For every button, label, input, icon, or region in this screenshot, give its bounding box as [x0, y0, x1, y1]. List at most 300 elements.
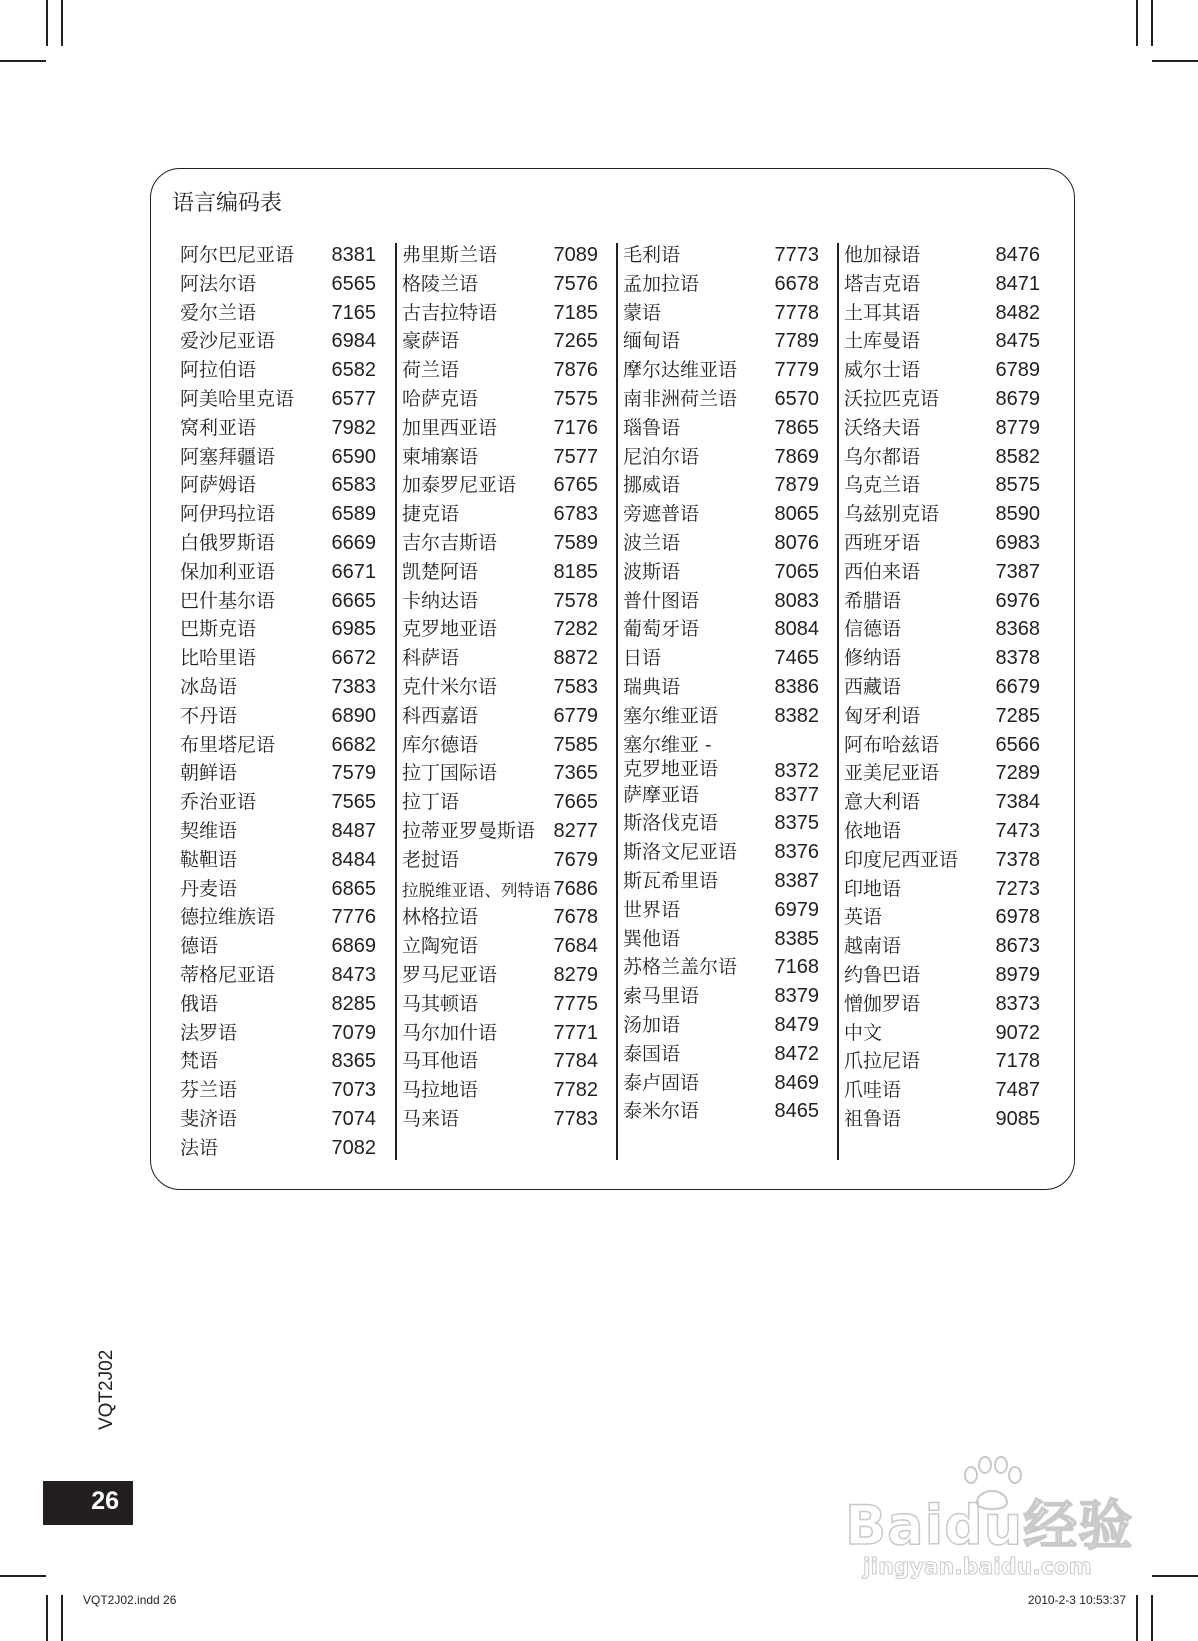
language-code: 7074 — [331, 1107, 376, 1130]
language-name: 白俄罗斯语 — [180, 531, 276, 554]
crop-mark — [46, 0, 48, 46]
language-name: 芬兰语 — [180, 1079, 238, 1102]
language-column-4 — [844, 243, 1040, 1136]
language-code: 9085 — [995, 1107, 1040, 1130]
language-row — [844, 877, 1040, 906]
language-row — [402, 272, 598, 301]
language-row — [623, 898, 819, 927]
language-row — [844, 934, 1040, 963]
language-name: 乌兹别克语 — [844, 503, 940, 526]
language-code: 8382 — [774, 704, 819, 727]
column-divider — [837, 243, 839, 1160]
language-row — [844, 445, 1040, 474]
language-row — [180, 416, 376, 445]
language-name: 乌克兰语 — [844, 474, 921, 497]
language-row — [844, 416, 1040, 445]
language-code: 8779 — [995, 416, 1040, 439]
crop-mark — [1151, 0, 1153, 46]
language-row — [623, 358, 819, 387]
language-name: 弗里斯兰语 — [402, 244, 498, 266]
language-row — [623, 675, 819, 704]
language-code: 8373 — [995, 992, 1040, 1015]
language-row — [623, 329, 819, 358]
language-code: 7273 — [995, 877, 1040, 900]
language-row — [402, 387, 598, 416]
language-code: 8472 — [774, 1042, 819, 1065]
language-row — [623, 387, 819, 416]
language-name: 马其顿语 — [402, 992, 479, 1015]
language-name: 罗马尼亚语 — [402, 963, 498, 986]
language-row — [844, 733, 1040, 762]
language-name: 索马里语 — [623, 985, 700, 1008]
language-name: 亚美尼亚语 — [844, 762, 940, 785]
language-name: 阿伊玛拉语 — [180, 503, 276, 526]
language-row — [623, 869, 819, 898]
language-code: 8378 — [995, 647, 1040, 670]
language-name: 德语 — [180, 935, 219, 958]
language-code: 8469 — [774, 1071, 819, 1094]
language-code: 7773 — [774, 244, 819, 266]
language-name: 土耳其语 — [844, 301, 921, 324]
language-code: 7365 — [553, 762, 598, 785]
language-name: 豪萨语 — [402, 330, 460, 353]
language-code: 8582 — [995, 445, 1040, 468]
language-name: 爱尔兰语 — [180, 301, 257, 324]
language-name: 越南语 — [844, 935, 902, 958]
language-code: 8372 — [774, 759, 819, 782]
language-name: 拉脱维亚语、列特语 — [402, 880, 551, 900]
language-code: 7583 — [553, 675, 598, 698]
language-code: 8465 — [774, 1100, 819, 1123]
language-row — [180, 790, 376, 819]
language-code: 8872 — [553, 647, 598, 670]
language-row — [844, 301, 1040, 330]
language-row — [180, 445, 376, 474]
language-row — [180, 761, 376, 790]
language-name: 普什图语 — [623, 589, 700, 612]
crop-mark — [1152, 60, 1198, 62]
language-name: 阿法尔语 — [180, 272, 257, 295]
language-row — [844, 560, 1040, 589]
language-row — [844, 272, 1040, 301]
language-row — [623, 840, 819, 869]
language-name: 梵语 — [180, 1050, 219, 1073]
language-code: 7789 — [774, 330, 819, 353]
language-row — [623, 531, 819, 560]
language-code: 8471 — [995, 272, 1040, 295]
language-row — [623, 560, 819, 589]
language-row — [402, 761, 598, 790]
crop-mark — [1136, 0, 1138, 46]
language-name: 约鲁巴语 — [844, 963, 921, 986]
language-name: 泰卢固语 — [623, 1071, 700, 1094]
crop-mark — [1136, 1595, 1138, 1641]
language-code: 7678 — [553, 906, 598, 929]
language-row — [623, 1071, 819, 1100]
language-name: 塞尔维亚语 — [623, 704, 719, 727]
language-row — [402, 358, 598, 387]
language-name: 斯洛文尼亚语 — [623, 841, 738, 864]
language-row — [402, 934, 598, 963]
language-code: 7575 — [553, 387, 598, 410]
language-row — [623, 811, 819, 840]
language-code: 7383 — [331, 675, 376, 698]
language-name: 巴什基尔语 — [180, 589, 276, 612]
language-name: 爱沙尼亚语 — [180, 330, 276, 353]
language-code: 6590 — [331, 445, 376, 468]
language-code: 7576 — [553, 272, 598, 295]
footer-file-info: VQT2J02.indd 26 — [83, 1593, 177, 1607]
language-name-line1: 塞尔维亚 - — [623, 733, 712, 756]
language-row — [180, 1021, 376, 1050]
language-row — [844, 531, 1040, 560]
language-code: 6783 — [553, 503, 598, 526]
language-row — [623, 984, 819, 1013]
language-row — [844, 848, 1040, 877]
language-row — [402, 416, 598, 445]
language-code: 6979 — [774, 898, 819, 921]
language-name: 拉丁语 — [402, 791, 460, 814]
language-code: 6779 — [553, 704, 598, 727]
language-code: 7577 — [553, 445, 598, 468]
language-code: 8076 — [774, 531, 819, 554]
language-name: 立陶宛语 — [402, 935, 479, 958]
language-name: 不丹语 — [180, 704, 238, 727]
language-code: 6865 — [331, 877, 376, 900]
language-code: 7782 — [553, 1079, 598, 1102]
language-name: 蒂格尼亚语 — [180, 963, 276, 986]
language-row — [844, 1021, 1040, 1050]
language-name: 法语 — [180, 1136, 219, 1159]
language-code: 8476 — [995, 244, 1040, 266]
language-code: 7679 — [553, 848, 598, 871]
language-name: 斐济语 — [180, 1107, 238, 1130]
language-name: 格陵兰语 — [402, 272, 479, 295]
language-name: 他加禄语 — [844, 244, 921, 266]
language-code: 7779 — [774, 359, 819, 382]
language-code: 6976 — [995, 589, 1040, 612]
language-row — [402, 905, 598, 934]
language-code: 8381 — [331, 244, 376, 266]
crop-mark — [46, 1595, 48, 1641]
language-row — [402, 243, 598, 272]
language-name: 哈萨克语 — [402, 387, 479, 410]
language-code: 7684 — [553, 935, 598, 958]
language-code: 8279 — [553, 963, 598, 986]
language-code: 8484 — [331, 848, 376, 871]
language-row — [180, 473, 376, 502]
language-row — [180, 531, 376, 560]
language-code: 7784 — [553, 1050, 598, 1073]
language-row — [402, 963, 598, 992]
language-column-1 — [180, 243, 376, 1165]
language-row — [844, 992, 1040, 1021]
crop-mark — [61, 1595, 63, 1641]
watermark-url: jingyan.baidu.com — [863, 1555, 1092, 1580]
language-row — [844, 963, 1040, 992]
language-code: 8475 — [995, 330, 1040, 353]
language-name: 摩尔达维亚语 — [623, 359, 738, 382]
language-row — [180, 329, 376, 358]
language-name: 马来语 — [402, 1107, 460, 1130]
language-code: 8377 — [774, 783, 819, 806]
language-code: 8368 — [995, 618, 1040, 641]
language-row — [402, 445, 598, 474]
language-row — [623, 416, 819, 445]
language-code: 7285 — [995, 704, 1040, 727]
language-row — [844, 761, 1040, 790]
language-name: 威尔士语 — [844, 359, 921, 382]
language-name: 阿萨姆语 — [180, 474, 257, 497]
language-name: 尼泊尔语 — [623, 445, 700, 468]
language-row — [844, 905, 1040, 934]
crop-mark — [0, 60, 46, 62]
language-row — [623, 1013, 819, 1042]
language-code: 7665 — [553, 791, 598, 814]
language-name: 意大利语 — [844, 791, 921, 814]
language-name: 蒙语 — [623, 301, 662, 324]
language-name: 孟加拉语 — [623, 272, 700, 295]
language-name: 丹麦语 — [180, 877, 238, 900]
language-row — [402, 473, 598, 502]
language-code: 7089 — [553, 244, 598, 266]
language-code: 7775 — [553, 992, 598, 1015]
language-row — [180, 877, 376, 906]
language-row — [623, 589, 819, 618]
page-title: 语言编码表 — [172, 191, 283, 216]
language-name: 中文 — [844, 1021, 883, 1044]
language-name: 科萨语 — [402, 647, 460, 670]
language-row — [402, 877, 598, 906]
language-code: 8379 — [774, 985, 819, 1008]
language-name: 阿拉伯语 — [180, 359, 257, 382]
language-name: 乌尔都语 — [844, 445, 921, 468]
language-name: 西班牙语 — [844, 531, 921, 554]
language-row — [402, 589, 598, 618]
language-row — [180, 1049, 376, 1078]
language-name: 吉尔吉斯语 — [402, 531, 498, 554]
language-code: 8387 — [774, 869, 819, 892]
language-code: 8473 — [331, 963, 376, 986]
language-code: 7771 — [553, 1021, 598, 1044]
language-row — [844, 790, 1040, 819]
language-name: 波兰语 — [623, 531, 681, 554]
language-row — [180, 905, 376, 934]
language-column-3 — [623, 243, 819, 1128]
language-code: 6582 — [331, 359, 376, 382]
language-code: 6765 — [553, 474, 598, 497]
crop-mark — [0, 1575, 46, 1577]
language-code: 7473 — [995, 819, 1040, 842]
language-row — [180, 992, 376, 1021]
language-name: 阿布哈兹语 — [844, 733, 940, 756]
language-row — [844, 473, 1040, 502]
language-row — [402, 733, 598, 762]
language-code: 8083 — [774, 589, 819, 612]
language-code: 8482 — [995, 301, 1040, 324]
language-row — [623, 243, 819, 272]
language-row — [623, 646, 819, 675]
language-name: 瑙鲁语 — [623, 416, 681, 439]
language-row — [402, 301, 598, 330]
language-row — [844, 1107, 1040, 1136]
language-code: 6984 — [331, 330, 376, 353]
language-name: 旁遮普语 — [623, 503, 700, 526]
language-name: 波斯语 — [623, 560, 681, 583]
language-name: 泰米尔语 — [623, 1100, 700, 1123]
language-name: 冰岛语 — [180, 675, 238, 698]
language-code: 7384 — [995, 791, 1040, 814]
language-code: 7982 — [331, 416, 376, 439]
language-name: 毛利语 — [623, 244, 681, 266]
language-name: 克什米尔语 — [402, 675, 498, 698]
language-name: 依地语 — [844, 819, 902, 842]
language-row — [402, 790, 598, 819]
language-code: 7465 — [774, 647, 819, 670]
language-row — [844, 617, 1040, 646]
language-code: 6671 — [331, 560, 376, 583]
column-divider — [395, 243, 397, 1160]
language-row — [623, 301, 819, 330]
language-name: 拉蒂亚罗曼斯语 — [402, 819, 536, 842]
language-code: 6570 — [774, 387, 819, 410]
language-name: 库尔德语 — [402, 733, 479, 756]
language-row — [402, 1107, 598, 1136]
language-code: 7073 — [331, 1079, 376, 1102]
language-name: 世界语 — [623, 898, 681, 921]
language-name: 塔吉克语 — [844, 272, 921, 295]
language-code: 7178 — [995, 1050, 1040, 1073]
language-row — [844, 675, 1040, 704]
language-name: 布里塔尼语 — [180, 733, 276, 756]
language-row — [180, 733, 376, 762]
language-code: 8065 — [774, 503, 819, 526]
language-name: 修纳语 — [844, 647, 902, 670]
language-row — [623, 502, 819, 531]
language-code: 6869 — [331, 935, 376, 958]
language-row — [402, 992, 598, 1021]
language-code: 8285 — [331, 992, 376, 1015]
language-code: 8277 — [553, 819, 598, 842]
language-row — [180, 1136, 376, 1165]
language-name: 科西嘉语 — [402, 704, 479, 727]
language-row — [844, 329, 1040, 358]
language-row — [402, 531, 598, 560]
language-name: 克罗地亚语 — [402, 618, 498, 641]
language-row — [623, 733, 819, 783]
language-code: 7778 — [774, 301, 819, 324]
language-name: 卡纳达语 — [402, 589, 479, 612]
language-name: 苏格兰盖尔语 — [623, 956, 738, 979]
language-code: 6789 — [995, 359, 1040, 382]
language-name: 憎伽罗语 — [844, 992, 921, 1015]
language-code: 7168 — [774, 956, 819, 979]
language-code: 7579 — [331, 762, 376, 785]
language-name-line2: 克罗地亚语 — [623, 757, 719, 780]
language-row — [180, 704, 376, 733]
language-row — [844, 704, 1040, 733]
language-row — [180, 502, 376, 531]
language-name: 爪拉尼语 — [844, 1050, 921, 1073]
language-code: 8590 — [995, 503, 1040, 526]
language-row — [623, 783, 819, 812]
language-row — [180, 589, 376, 618]
language-name: 拉丁国际语 — [402, 762, 498, 785]
language-code: 6890 — [331, 704, 376, 727]
language-code: 6583 — [331, 474, 376, 497]
language-row — [844, 387, 1040, 416]
language-code: 8365 — [331, 1050, 376, 1073]
language-name: 西藏语 — [844, 675, 902, 698]
language-name: 德拉维族语 — [180, 906, 276, 929]
language-code: 8679 — [995, 387, 1040, 410]
language-name: 凯楚阿语 — [402, 560, 479, 583]
language-name: 加泰罗尼亚语 — [402, 474, 517, 497]
language-name: 希腊语 — [844, 589, 902, 612]
language-code: 7565 — [331, 791, 376, 814]
language-code: 6678 — [774, 272, 819, 295]
language-row — [180, 560, 376, 589]
language-row — [844, 1049, 1040, 1078]
page-number: 26 — [91, 1487, 119, 1515]
language-code: 8185 — [553, 560, 598, 583]
language-name: 西伯来语 — [844, 560, 921, 583]
language-row — [402, 819, 598, 848]
language-name: 阿美哈里克语 — [180, 387, 295, 410]
language-row — [844, 646, 1040, 675]
language-code: 7686 — [553, 877, 598, 900]
language-name: 乔治亚语 — [180, 791, 257, 814]
language-name: 斯洛伐克语 — [623, 812, 719, 835]
language-code: 7289 — [995, 762, 1040, 785]
baidu-watermark — [845, 1455, 1145, 1580]
language-row — [402, 646, 598, 675]
language-name — [623, 733, 718, 781]
language-name: 阿塞拜疆语 — [180, 445, 276, 468]
language-name: 巴斯克语 — [180, 618, 257, 641]
language-name: 匈牙利语 — [844, 704, 921, 727]
language-name: 朝鲜语 — [180, 762, 238, 785]
language-code: 7589 — [553, 531, 598, 554]
language-code: 6978 — [995, 906, 1040, 929]
language-code: 8375 — [774, 812, 819, 835]
language-row — [844, 358, 1040, 387]
language-code: 8084 — [774, 618, 819, 641]
language-row — [402, 1049, 598, 1078]
language-name: 英语 — [844, 906, 883, 929]
language-code: 8479 — [774, 1013, 819, 1036]
language-row — [180, 387, 376, 416]
language-row — [623, 1099, 819, 1128]
footer-timestamp: 2010-2-3 10:53:37 — [1027, 1593, 1126, 1607]
crop-mark — [1152, 1575, 1198, 1577]
language-row — [402, 502, 598, 531]
language-name: 马拉地语 — [402, 1079, 479, 1102]
language-code: 7776 — [331, 906, 376, 929]
language-name: 荷兰语 — [402, 359, 460, 382]
language-name: 马尔加什语 — [402, 1021, 498, 1044]
language-name: 古吉拉特语 — [402, 301, 498, 324]
language-row — [623, 927, 819, 956]
language-code: 6665 — [331, 589, 376, 612]
language-name: 鞑靼语 — [180, 848, 238, 871]
language-row — [180, 646, 376, 675]
language-name: 俄语 — [180, 992, 219, 1015]
language-row — [180, 963, 376, 992]
language-row — [180, 848, 376, 877]
language-row — [180, 934, 376, 963]
language-row — [402, 329, 598, 358]
